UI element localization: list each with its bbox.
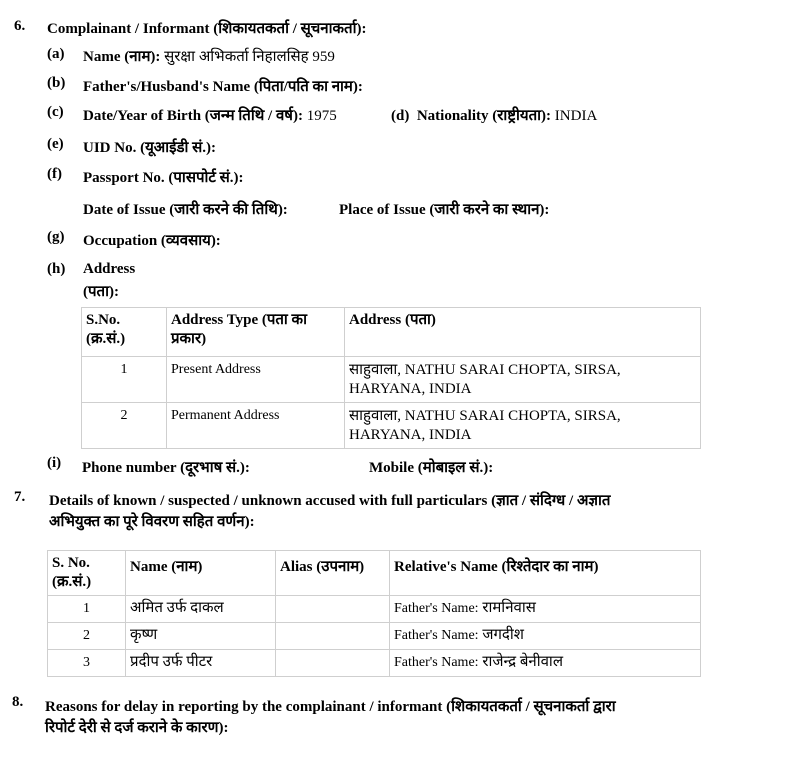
item-d-letter: (d): [391, 108, 410, 124]
accused-row1-alias: [276, 596, 390, 623]
table-row: [82, 403, 701, 449]
accused-header-alias: [276, 551, 390, 596]
accused-row1-relative: [390, 596, 701, 623]
address-row2-line1: साहुवाला, NATHU SARAI CHOPTA, SIRSA,: [349, 408, 621, 424]
dob-row: [83, 105, 337, 125]
table-row: [82, 357, 701, 403]
phone-label: Phone number (दूरभाष सं.):: [82, 460, 250, 476]
accused-row2-relative-value: जगदीश: [482, 627, 524, 643]
address-row1-line2: HARYANA, INDIA: [349, 381, 472, 397]
accused-header-sno: [48, 551, 126, 596]
section-7-title-line1: Details of known / suspected / unknown accused with full particulars (ज्ञात / संदिग्ध / अज्ञात: [49, 493, 611, 509]
section-7-number: 7.: [14, 489, 26, 505]
section-7-title-line2: अभियुक्त का पूरे विवरण सहित वर्णन):: [49, 514, 255, 530]
table-row: [48, 596, 701, 623]
accused-header-name-text: Name (नाम): [130, 559, 203, 575]
item-b-letter: (b): [47, 75, 66, 91]
address-row1-line1: साहुवाला, NATHU SARAI CHOPTA, SIRSA,: [349, 362, 621, 378]
accused-row1-sno: 1: [48, 596, 126, 623]
section-6-title: Complainant / Informant (शिकायतकर्ता / सूचनाकर्ता):: [47, 21, 367, 37]
address-header-address-text: Address (पता): [349, 312, 436, 328]
address-header-type-line2: प्रकार): [171, 331, 207, 347]
table-row: [48, 623, 701, 650]
item-e-letter: (e): [47, 136, 64, 152]
accused-row2-name: कृष्ण: [126, 623, 276, 650]
name-value: सुरक्षा अभिकर्ता निहालसिह 959: [164, 49, 335, 65]
section-8-title-line2: रिपोर्ट देरी से दर्ज कराने के कारण):: [45, 720, 229, 736]
address-header-sno-en: S.No.: [86, 312, 121, 328]
address-label-hindi: (पता):: [83, 284, 119, 300]
item-c-letter: (c): [47, 104, 64, 120]
accused-row2-relative: [390, 623, 701, 650]
accused-table: [47, 550, 701, 677]
accused-row1-relative-label: Father's Name:: [394, 601, 479, 616]
address-row2-line2: HARYANA, INDIA: [349, 427, 472, 443]
occupation-label: Occupation (व्यवसाय):: [83, 233, 221, 249]
address-table-header: [82, 308, 701, 357]
nationality-value: INDIA: [554, 108, 598, 124]
accused-row3-alias: [276, 650, 390, 677]
accused-row1-relative-value: रामनिवास: [482, 600, 536, 616]
item-i-letter: (i): [47, 455, 62, 471]
section-6-number: 6.: [14, 18, 26, 34]
address-row2-sno: 2: [82, 403, 167, 449]
accused-row2-relative-label: Father's Name:: [394, 628, 479, 643]
accused-row2-sno: 2: [48, 623, 126, 650]
address-header-type-line1: Address Type (पता का: [171, 312, 307, 328]
accused-header-relative: [390, 551, 701, 596]
item-g-letter: (g): [47, 229, 65, 245]
accused-row3-sno: 3: [48, 650, 126, 677]
item-h-letter: (h): [47, 261, 66, 277]
place-of-issue-label: Place of Issue (जारी करने का स्थान):: [339, 202, 550, 218]
dob-label: Date/Year of Birth (जन्म तिथि / वर्ष):: [83, 108, 303, 124]
accused-row1-name: अमित उर्फ दाकल: [126, 596, 276, 623]
accused-header-sno-hi: (क्र.सं.): [52, 574, 92, 590]
uid-label: UID No. (यूआईडी सं.):: [83, 140, 217, 156]
name-row: [83, 46, 335, 66]
address-header-sno: [82, 308, 167, 357]
accused-header-relative-text: Relative's Name (रिश्तेदार का नाम): [394, 559, 599, 575]
address-row1-sno: 1: [82, 357, 167, 403]
passport-label: Passport No. (पासपोर्ट सं.):: [83, 170, 244, 186]
dob-value: 1975: [306, 108, 337, 124]
item-a-letter: (a): [47, 46, 65, 62]
accused-header-sno-en: S. No.: [52, 555, 90, 571]
accused-header-name: [126, 551, 276, 596]
address-header-address: [345, 308, 701, 357]
mobile-label: Mobile (मोबाइल सं.):: [369, 460, 494, 476]
accused-row3-relative: [390, 650, 701, 677]
accused-row3-relative-value: राजेन्द्र बेनीवाल: [482, 654, 563, 670]
item-f-letter: (f): [47, 166, 62, 182]
father-husband-name-label: Father's/Husband's Name (पिता/पति का नाम):: [83, 79, 363, 95]
nationality-row: [391, 105, 597, 125]
accused-row3-name: प्रदीप उर्फ पीटर: [126, 650, 276, 677]
accused-table-header: [48, 551, 701, 596]
date-of-issue-label: Date of Issue (जारी करने की तिथि):: [83, 202, 288, 218]
section-8-title-line1: Reasons for delay in reporting by the complainant / informant (शिकायतकर्ता / सूचनाकर्ता द्वारा: [45, 699, 616, 715]
address-row1-type: Present Address: [167, 357, 345, 403]
address-header-type: [167, 308, 345, 357]
table-row: [48, 650, 701, 677]
accused-header-alias-text: Alias (उपनाम): [280, 559, 365, 575]
accused-row2-alias: [276, 623, 390, 650]
section-8-number: 8.: [12, 694, 24, 710]
address-row2-address: [345, 403, 701, 449]
nationality-label: Nationality (राष्ट्रीयता):: [416, 108, 552, 124]
address-label: Address: [83, 261, 136, 277]
name-label: Name (नाम):: [83, 49, 161, 65]
address-header-sno-hi: (क्र.सं.): [86, 331, 126, 347]
accused-row3-relative-label: Father's Name:: [394, 655, 479, 670]
address-row2-type: Permanent Address: [167, 403, 345, 449]
address-row1-address: [345, 357, 701, 403]
address-table: [81, 307, 701, 449]
